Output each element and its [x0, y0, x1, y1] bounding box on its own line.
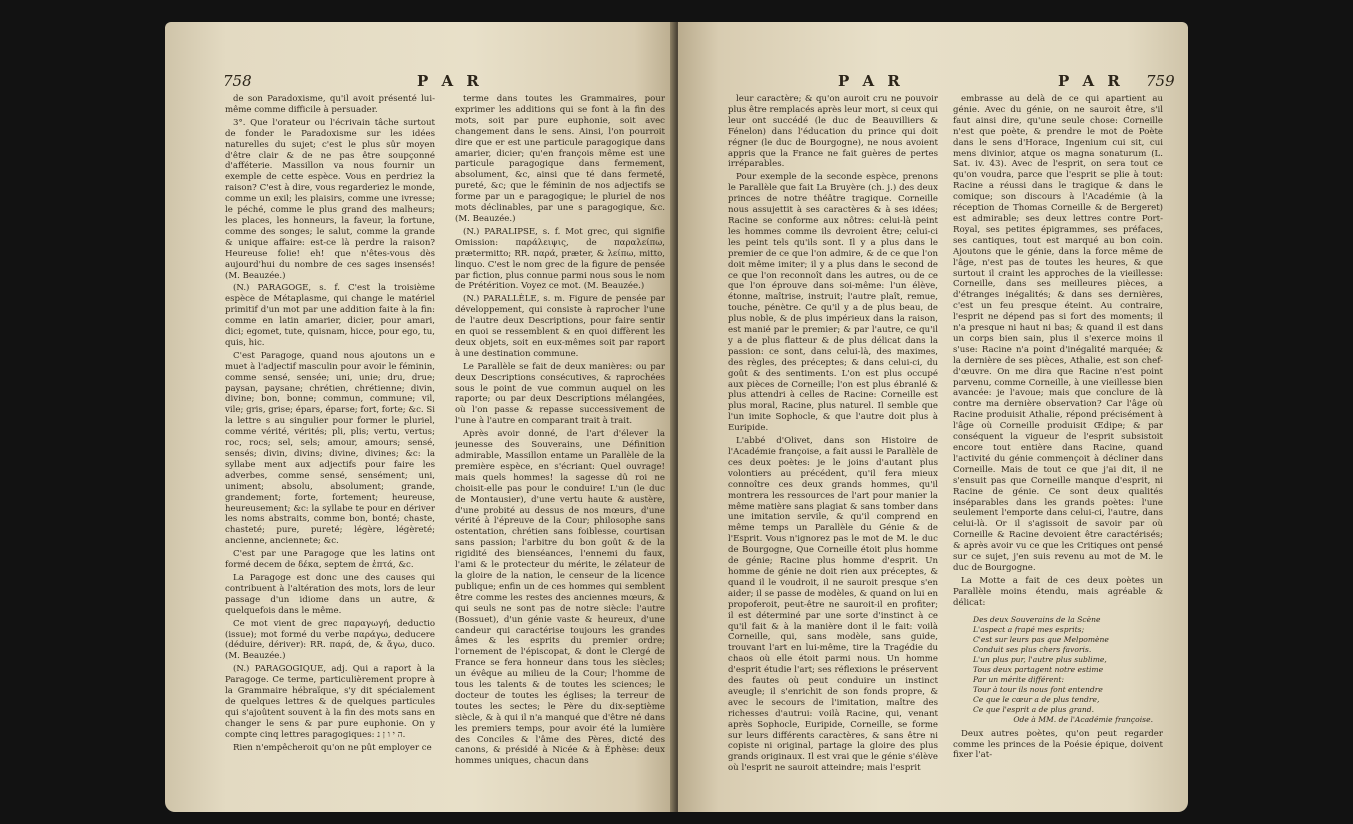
- left-column-2: [455, 94, 665, 812]
- running-head: P A R: [417, 72, 483, 90]
- paragraph: C'est Paragoge, quand nous ajoutons un e muet à l'adjectif masculin pour avoir le féminin, comme sensé, sensée; uni, unie; dru, drue; paysan, paysane; chrétien, chrétienne; divin, divine; bon, bonne; commun, commune; vil, vile; gris, grise; épars, éparse; fort, forte; &c. Si la lettre s au singulier pour former le pluriel, comme vérité, vérités; pli, plis; vertu, vertus; roc, rocs; sel, sels; amour, amours; sensé, sensés; divin, divins; divine, divines; &c: la syllabe ment aux adjectifs pour faire les adverbes, comme sensé, sensément; uni, uniment; absolu, absolument; grande, grandement; forte, fortement; heureuse, heureusement; &c: la syllabe te pour en dériver les noms abstraits, comme bon, bonté; chaste, chasteté; pure, pureté; légère, légèreté; ancienne, anciennete; &c.: [225, 350, 435, 547]
- poem-line: Ce que l'esprit a de plus grand.: [973, 704, 1095, 714]
- poem-line: Tous deux partagent notre estime: [973, 664, 1104, 674]
- page-number: 759: [1146, 72, 1175, 90]
- paragraph: 3°. Que l'orateur ou l'écrivain tâche surtout de fonder le Paradoxisme sur les idées naturelles du sujet; c'est le plus sûr moyen d'être clair & de ne pas être soupçonné d'afféterie. Massillon va nous fournir un exemple de cette espèce. Vous en perdriez la raison? C'est à dire, vous regarderiez le monde, comme un exil; les plaisirs, comme une ivresse; le péché, comme le plus grand des malheurs; les places, les honneurs, la faveur, la fortune, comme des songes; le salut, comme la grande & unique affaire: est-ce là perdre la raison? Heureuse folie! eh! que n'êtes-vous dès aujourd'hui du nombre de ces sages insensés! (M. Beauzée.): [225, 117, 435, 281]
- paragraph: (N.) PARAGOGIQUE, adj. Qui a raport à la Paragoge. Ce terme, particulièrement propre à la Grammaire hébraïque, s'y dit spécialement de quelques lettres & de quelques particules qui s'ajoûtent souvent à la fin des mots sans en changer le sens & par pure euphonie. On y compte cinq lettres paragogiques: ה י ו ן נ.: [225, 664, 435, 740]
- paragraph: (N.) PARALIPSE, s. f. Mot grec, qui signifie Omission: παράλειψις, de παραλείπω, prætermitto; RR. παρά, præter, & λείπω, mitto, linquo. C'est le nom grec de la figure de pensée par fiction, plus connue parmi nous sous le nom de Prétérition. Voyez ce mot. (M. Beauzée.): [455, 226, 665, 292]
- poem-line: Ce que le cœur a de plus tendre,: [973, 694, 1100, 704]
- paragraph: La Paragoge est donc une des causes qui contribuent à l'altération des mots, lors de leur passage d'un idiome dans un autre, & quelquefois dans le même.: [225, 572, 435, 616]
- running-head: P A R: [838, 72, 904, 90]
- poem-stanza: [973, 615, 1163, 725]
- poem-line: Par un mérite différent:: [973, 674, 1065, 684]
- paragraph: terme dans toutes les Grammaires, pour exprimer les additions qui se font à la fin des mots, soit par pure euphonie, soit avec changement dans le sens. Ainsi, l'on pourroit dire que er est une particule paragogique dans amarier, dicier; qu'en françois même est une particule paragogique dans fermement, absolument, &c, ainsi que té dans fermeté, pureté, &c; que le féminin de nos adjectifs se forme par un e paragogique; le pluriel de nos mots déclinables, par une s paragogique, &c. (M. Beauzée.): [455, 94, 665, 224]
- paragraph: (N.) PARALLÈLE, s. m. Figure de pensée par développement, qui consiste à raprocher l'une de l'autre deux Descriptions, pour faire sentir en quoi se ressemblent & en quoi diffèrent les deux objets, soit en eux-mêmes soit par raport à une destination commune.: [455, 294, 665, 359]
- right-column-1: [728, 94, 938, 812]
- right-page: [678, 22, 1188, 812]
- paragraph: La Motte a fait de ces deux poètes un Parallèle moins étendu, mais agréable & délicat:: [953, 575, 1163, 608]
- poem-line: Tour à tour ils nous font entendre: [973, 684, 1103, 694]
- paragraph: Deux autres poètes, qu'on peut regarder comme les princes de la Poésie épique, doivent fixer l'at-: [953, 728, 1163, 761]
- paragraph: leur caractère; & qu'on auroit cru ne pouvoir plus être remplacés après leur mort, si ceux qui leur ont succédé (le duc de Beauvilliers & Fénelon) dans l'éducation du prince qui doit régner (le duc de Bourgogne), ne nous avoient appris que la France ne fait guères de pertes irréparables.: [728, 94, 938, 170]
- poem-source: Ode à MM. de l'Académie françoise.: [1013, 714, 1153, 724]
- paragraph: Rien n'empêcheroit qu'on ne pût employer ce: [233, 742, 432, 753]
- poem-line: L'un plus pur, l'autre plus sublime,: [973, 654, 1107, 664]
- poem-line: Conduit ses plus chers favoris.: [973, 644, 1092, 654]
- paragraph: L'abbé d'Olivet, dans son Histoire de l'Académie françoise, a fait aussi le Parallèle de ces deux poètes: je le joins d'autant plus volontiers au précédent, qu'il fera mieux connoître ces deux grands hommes, qu'il montrera les ressources de l'art pour manier la même matière sans plagiat & sans tomber dans une imitation servile, & qu'il comprend en même temps un Parallèle du Génie & de l'Esprit. Vous n'ignorez pas le mot de M. le duc de Bourgogne, Que Corneille étoit plus homme de génie; Racine plus homme d'esprit. Un homme de génie ne doit rien aux préceptes, & quand il le voudroit, il ne sauroit presque s'en aider; il se passe de modèles, & quand on lui en propoferoit, peut-être ne sauroit-il en profiter; il est déterminé par une sorte d'instinct à ce qu'il fait & à la manière dont il le fait: voilà Corneille, qui, sans modèle, sans guide, trouvant l'art en lui-même, tire la Tragédie du chaos où elle étoit parmi nous. Un homme d'esprit étudie l'art; ses réflexions le préservent des fautes où peut conduire un instinct aveugle; il s'enrichit de son fonds propre, & avec le secours de l'imitation, maître des richesses d'autrui: voilà Racine, qui, venant après Sophocle, Euripide, Corneille, se forme sur leurs différents caractères, & sans être ni copiste ni original, partage la gloire des plus grands originaux. Il est vrai que le génie s'élève où l'esprit ne sauroit atteindre; mais l'esprit: [728, 436, 938, 774]
- paragraph: Pour exemple de la seconde espèce, prenons le Parallèle que fait La Bruyère (ch. j.) des deux princes de notre théâtre tragique. Corneille nous assujettit à ses caractères & à ses idées; Racine se conforme aux nôtres: celui-là peint les hommes comme ils devroient être; celui-ci les peint tels qu'ils sont. Il y a plus dans le premier de ce que l'on admire, & de ce que l'on doit même imiter; il y a plus dans le second de ce que l'on reconnoît dans les autres, ou de ce que l'on éprouve dans soi-même: l'un élève, étonne, maîtrise, instruit; l'autre plaît, remue, touche, pénètre. Ce qu'il y a de plus beau, de plus noble, & de plus impérieux dans la raison, est manié par le premier; & par l'autre, ce qu'il y a de plus flatteur & de plus délicat dans la passion: ce sont, dans celui-là, des maximes, des règles, des préceptes; & dans celui-ci, du goût & des sentiments. L'on est plus occupé aux pièces de Corneille; l'on est plus ébranlé & plus attendri à celles de Racine: Corneille est plus moral, Racine, plus naturel. Il semble que l'un imite Sophocle, & que l'autre doit plus à Euripide.: [728, 172, 938, 434]
- poem-line: L'aspect a frapé mes esprits;: [973, 624, 1085, 634]
- left-column-1: [225, 94, 435, 812]
- paragraph: Le Parallèle se fait de deux manières: ou par deux Descriptions consécutives, & raprochées sous le point de vue commun auquel on les raporte; ou par deux Descriptions mélangées, où l'on passe & repasse successivement de l'une à l'autre en comparant trait à trait.: [455, 361, 665, 427]
- running-head: P A R: [1058, 72, 1124, 90]
- paragraph: (N.) PARAGOGE, s. f. C'est la troisième espèce de Métaplasme, qui change le matériel primitif d'un mot par une addition faite à la fin: comme en latin amarier, dicier, pour amari, dici; egomet, tute, quisnam, hicce, pour ego, tu, quis, hic.: [225, 283, 435, 348]
- poem-line: C'est sur leurs pas que Melpomène: [973, 634, 1109, 644]
- page-number: 758: [223, 72, 252, 90]
- left-page: [165, 22, 675, 812]
- paragraph: de son Paradoxisme, qu'il avoit présenté lui-même comme difficile à persuader.: [225, 94, 435, 115]
- poem-line: Des deux Souverains de la Scène: [973, 614, 1101, 624]
- paragraph: embrasse au delà de ce qui apartient au génie. Avec du génie, on ne sauroit être, s'il faut ainsi dire, qu'une seule chose: Corneille n'est que poète, & prendre le mot de Poète dans le sens d'Horace, Ingenium cui sit, cui mens divinior, atque os magna sonaturum (L. Sat. iv. 43). Avec de l'esprit, on sera tout ce qu'on voudra, parce que l'esprit se plie à tout: Racine a réussi dans le tragique & dans le comique; son discours à l'Académie (à la réception de Thomas Corneille & de Bergeret) est admirable; ses deux lettres contre Port-Royal, ses petites épigrammes, ses préfaces, ses cantiques, tout est marqué au bon coin. Ajoutons que le génie, dans la force même de l'âge, n'est pas de toutes les heures, & que surtout il craint les approches de la vieillesse: Corneille, dans ses meilleures pièces, a d'étranges inégalités; & dans ses dernières, c'est un feu presque éteint. Au contraire, l'esprit ne dépend pas si fort des moments; il n'a presque ni haut ni bas; & quand il est dans un corps bien sain, plus il s'exerce moins il s'use: Racine n'a point d'inégalité marquée; & la dernière de ses pièces, Athalie, est son chef-d'œuvre. On me dira que Racine n'est point parvenu, comme Corneille, à une vieillesse bien avancée: je l'avoue; mais que conclure de là contre ma dernière observation? Car l'âge où Racine produisit Athalie, répond précisément à l'âge où Corneille produisit Œdipe; & par conséquent la vigueur de l'esprit subsistoit encore tout entière dans Racine, quand l'activité du génie commençoit à décliner dans Corneille. Mais de tout ce que j'ai dit, il ne s'ensuit pas que Corneille manque d'esprit, ni Racine de génie. Ce sont deux qualités inséparables dans les grands poètes: l'une seulement l'emporte dans celui-ci, l'autre, dans celui-là. Or il s'agissoit de savoir par où Corneille & Racine devoient être caractérisés; & après avoir vu ce que les Critiques ont pensé sur ce sujet, j'en suis revenu au mot de M. le duc de Bourgogne.: [953, 94, 1163, 573]
- paragraph: Après avoir donné, de l'art d'élever la jeunesse des Souverains, une Définition admirable, Massillon entame un Parallèle de la première espèce, en s'écriant: Quel ouvrage! mais quels hommes! la sagesse dû roi ne choisit-elle pas pour le conduire! L'un (le duc de Montausier), d'une vertu haute & austère, d'une probité au dessus de nos mœurs, d'une vérité à l'épreuve de la Cour; philosophe sans ostentation, chrétien sans foiblesse, courtisan sans passion; l'arbitre du bon goût & de la rigidité des bienséances, l'ennemi du faux, l'ami & le protecteur du mérite, le zélateur de la gloire de la nation, le censeur de la licence publique; enfin un de ces hommes qui semblent être comme les restes des anciennes mœurs, & qui seuls ne sont pas de notre siècle: l'autre (Bossuet), d'un génie vaste & heureux, d'une candeur qui caractérise toujours les grandes âmes & les esprits du premier ordre; l'ornement de l'épiscopat, & dont le Clergé de France se fera honneur dans tous les siècles; un évêque au milieu de la Cour; l'homme de tous les talents & de toutes les sciences; le docteur de toutes les églises; la terreur de toutes les sectes; le Père du dix-septième siècle, & à qui il n'a manqué que d'être né dans les premiers temps, pour avoir été la lumière des Conciles & l'âme des Pères, dicté des canons, & présidé à Nicée & à Éphèse: deux hommes uniques, chacun dans: [455, 429, 665, 767]
- paragraph: Ce mot vient de grec παραγωγή, deductio (issue); mot formé du verbe παράγω, deducere (déduire, dériver): RR. παρά, de, & ἄγω, duco. (M. Beauzée.): [225, 618, 435, 662]
- right-column-2: [953, 94, 1163, 812]
- paragraph: C'est par une Paragoge que les latins ont formé decem de δέκα, septem de ἑπτά, &c.: [225, 549, 435, 571]
